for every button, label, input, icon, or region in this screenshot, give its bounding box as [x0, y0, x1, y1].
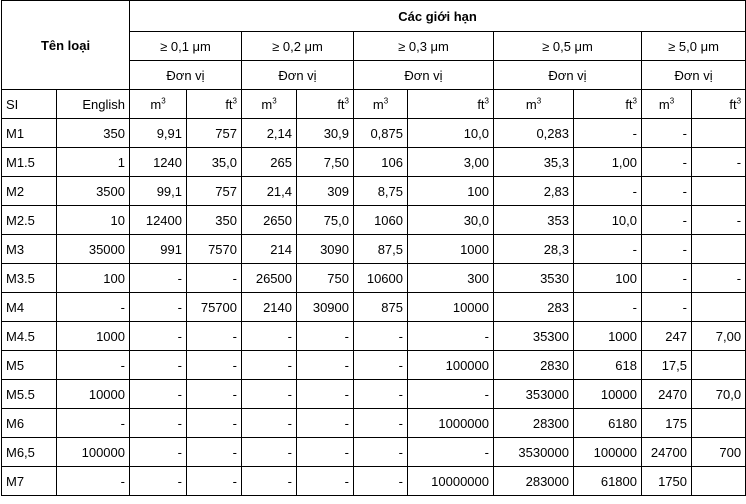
limit-value: - — [574, 119, 642, 148]
class-english: 1000 — [57, 322, 130, 351]
limit-value: 30,9 — [297, 119, 354, 148]
limit-value: - — [354, 409, 408, 438]
unit-exponent: 3 — [536, 96, 542, 106]
limit-value: - — [642, 177, 692, 206]
limit-value: - — [130, 322, 187, 351]
table-row — [2, 293, 746, 322]
limit-value: 1060 — [354, 206, 408, 235]
limit-value: 1000 — [408, 235, 494, 264]
class-si: M5.5 — [2, 380, 57, 409]
limit-value: 757 — [187, 177, 242, 206]
table-row — [2, 409, 746, 438]
header-unit: Đơn vị — [494, 61, 642, 90]
limit-value: 2,14 — [242, 119, 297, 148]
limit-value: 700 — [692, 438, 746, 467]
limit-value: 2140 — [242, 293, 297, 322]
limit-value: 2,83 — [494, 177, 574, 206]
class-english: 350 — [57, 119, 130, 148]
limit-value: - — [692, 148, 746, 177]
limit-value: - — [130, 293, 187, 322]
limit-value: 35300 — [494, 322, 574, 351]
header-range-0-5: ≥ 0,5 μm — [494, 32, 642, 61]
table-body — [2, 119, 746, 496]
unit-exponent: 3 — [383, 96, 389, 106]
limit-value: 1,00 — [574, 148, 642, 177]
limit-value: - — [130, 438, 187, 467]
limit-value: - — [242, 322, 297, 351]
limit-value: 0,875 — [354, 119, 408, 148]
limit-value: 3090 — [297, 235, 354, 264]
unit-base: m — [261, 96, 273, 112]
limit-value: 757 — [187, 119, 242, 148]
limit-value: 100000 — [408, 351, 494, 380]
class-si: M5 — [2, 351, 57, 380]
unit-ft3 — [297, 90, 354, 119]
limit-value: 26500 — [242, 264, 297, 293]
class-english: 3500 — [57, 177, 130, 206]
limit-value: 12400 — [130, 206, 187, 235]
limit-value: 28300 — [494, 409, 574, 438]
class-english: 10000 — [57, 380, 130, 409]
limit-value: - — [354, 322, 408, 351]
limit-value: - — [297, 438, 354, 467]
limit-value: 75,0 — [297, 206, 354, 235]
limit-value: 7,00 — [692, 322, 746, 351]
header-english: English — [57, 90, 130, 119]
limit-value: - — [574, 235, 642, 264]
limit-value: - — [187, 264, 242, 293]
unit-ft3 — [187, 90, 242, 119]
header-range-0-1: ≥ 0,1 μm — [130, 32, 242, 61]
limit-value: - — [642, 206, 692, 235]
unit-m3 — [354, 90, 408, 119]
unit-base: m — [150, 96, 162, 112]
unit-m3 — [642, 90, 692, 119]
limit-value: 3530 — [494, 264, 574, 293]
table-row — [2, 438, 746, 467]
limit-value: - — [130, 409, 187, 438]
class-si: M6 — [2, 409, 57, 438]
table-row — [2, 380, 746, 409]
limit-value: - — [130, 467, 187, 496]
unit-exponent: 3 — [736, 96, 742, 106]
limit-value: 61800 — [574, 467, 642, 496]
limit-value: - — [297, 409, 354, 438]
limit-value: 7,50 — [297, 148, 354, 177]
unit-base: ft — [625, 96, 633, 112]
limit-value: 10600 — [354, 264, 408, 293]
limit-value: 214 — [242, 235, 297, 264]
table-row — [2, 206, 746, 235]
limit-value: 100 — [408, 177, 494, 206]
limit-value: 283000 — [494, 467, 574, 496]
limit-value: 750 — [297, 264, 354, 293]
limit-value: 991 — [130, 235, 187, 264]
unit-base: ft — [337, 96, 345, 112]
class-si: M3 — [2, 235, 57, 264]
limit-value: - — [187, 438, 242, 467]
limit-value: 100000 — [574, 438, 642, 467]
header-si: SI — [2, 90, 57, 119]
class-english: 100000 — [57, 438, 130, 467]
class-english: 1 — [57, 148, 130, 177]
table-row — [2, 148, 746, 177]
unit-base: m — [372, 96, 384, 112]
limit-value: 6180 — [574, 409, 642, 438]
limit-value: 99,1 — [130, 177, 187, 206]
limit-value: - — [242, 438, 297, 467]
limit-value: 3530000 — [494, 438, 574, 467]
limit-value: - — [242, 409, 297, 438]
unit-base: ft — [729, 96, 737, 112]
limit-value: 350 — [187, 206, 242, 235]
unit-exponent: 3 — [669, 96, 675, 106]
limit-value: - — [642, 264, 692, 293]
unit-base: m — [525, 96, 537, 112]
limit-value: 7570 — [187, 235, 242, 264]
unit-exponent: 3 — [344, 96, 349, 106]
limit-value: - — [642, 235, 692, 264]
class-si: M4 — [2, 293, 57, 322]
header-unit: Đơn vị — [642, 61, 746, 90]
limit-value: 35,0 — [187, 148, 242, 177]
limit-value: - — [692, 206, 746, 235]
header-unit: Đơn vị — [354, 61, 494, 90]
class-si: M1.5 — [2, 148, 57, 177]
limit-value: - — [130, 351, 187, 380]
limit-value: 618 — [574, 351, 642, 380]
unit-exponent: 3 — [232, 96, 237, 106]
unit-m3 — [242, 90, 297, 119]
limit-value: 2470 — [642, 380, 692, 409]
limit-value: - — [354, 380, 408, 409]
limit-value: 24700 — [642, 438, 692, 467]
limit-value: 875 — [354, 293, 408, 322]
cleanroom-class-table — [1, 0, 746, 496]
limit-value — [692, 177, 746, 206]
unit-m3 — [494, 90, 574, 119]
unit-ft3 — [692, 90, 746, 119]
table-row — [2, 177, 746, 206]
limit-value — [692, 119, 746, 148]
unit-exponent: 3 — [484, 96, 489, 106]
limit-value: 30900 — [297, 293, 354, 322]
unit-exponent: 3 — [272, 96, 277, 106]
unit-exponent: 3 — [632, 96, 637, 106]
limit-value: 2830 — [494, 351, 574, 380]
class-si: M6,5 — [2, 438, 57, 467]
limit-value: 175 — [642, 409, 692, 438]
limit-value: 8,75 — [354, 177, 408, 206]
unit-ft3 — [408, 90, 494, 119]
limit-value: 9,91 — [130, 119, 187, 148]
limit-value: 265 — [242, 148, 297, 177]
limit-value: - — [642, 119, 692, 148]
limit-value — [692, 293, 746, 322]
unit-base: ft — [225, 96, 233, 112]
limit-value: 10000000 — [408, 467, 494, 496]
class-english: - — [57, 293, 130, 322]
limit-value — [692, 409, 746, 438]
table-row — [2, 467, 746, 496]
limit-value: 300 — [408, 264, 494, 293]
table-row — [2, 119, 746, 148]
limit-value: 10,0 — [408, 119, 494, 148]
limit-value: - — [574, 177, 642, 206]
limit-value: 247 — [642, 322, 692, 351]
class-english: 100 — [57, 264, 130, 293]
class-si: M3.5 — [2, 264, 57, 293]
class-si: M1 — [2, 119, 57, 148]
header-unit: Đơn vị — [130, 61, 242, 90]
header-range-5-0: ≥ 5,0 μm — [642, 32, 746, 61]
limit-value: 353000 — [494, 380, 574, 409]
limit-value: 30,0 — [408, 206, 494, 235]
unit-base: ft — [477, 96, 485, 112]
limit-value: - — [297, 322, 354, 351]
limit-value: - — [408, 438, 494, 467]
class-english: - — [57, 351, 130, 380]
limit-value: - — [642, 148, 692, 177]
limit-value: 28,3 — [494, 235, 574, 264]
limit-value: 1000000 — [408, 409, 494, 438]
unit-ft3 — [574, 90, 642, 119]
limit-value: 35,3 — [494, 148, 574, 177]
class-si: M7 — [2, 467, 57, 496]
limit-value: 1240 — [130, 148, 187, 177]
limit-value: 75700 — [187, 293, 242, 322]
limit-value: - — [692, 264, 746, 293]
limit-value — [692, 351, 746, 380]
limit-value: 2650 — [242, 206, 297, 235]
unit-exponent: 3 — [161, 96, 166, 106]
limit-value: 10000 — [574, 380, 642, 409]
limit-value: - — [242, 467, 297, 496]
limit-value: - — [408, 322, 494, 351]
limit-value: - — [354, 438, 408, 467]
unit-m3 — [130, 90, 187, 119]
limit-value — [692, 467, 746, 496]
limit-value: 70,0 — [692, 380, 746, 409]
limit-value — [692, 235, 746, 264]
class-si: M2.5 — [2, 206, 57, 235]
table-row — [2, 351, 746, 380]
limit-value: - — [242, 351, 297, 380]
class-english: 10 — [57, 206, 130, 235]
limit-value: - — [354, 467, 408, 496]
limit-value: 0,283 — [494, 119, 574, 148]
limit-value: 1750 — [642, 467, 692, 496]
limit-value: 353 — [494, 206, 574, 235]
limit-value: - — [187, 322, 242, 351]
limit-value: 17,5 — [642, 351, 692, 380]
limit-value: 1000 — [574, 322, 642, 351]
header-range-0-3: ≥ 0,3 μm — [354, 32, 494, 61]
limit-value: 106 — [354, 148, 408, 177]
limit-value: 21,4 — [242, 177, 297, 206]
limit-value: - — [297, 351, 354, 380]
limit-value: - — [187, 351, 242, 380]
limit-value: - — [242, 380, 297, 409]
header-range-0-2: ≥ 0,2 μm — [242, 32, 354, 61]
header-name-type: Tên loại — [2, 1, 130, 90]
limit-value: 3,00 — [408, 148, 494, 177]
class-si: M2 — [2, 177, 57, 206]
unit-base: m — [658, 96, 670, 112]
class-english: - — [57, 467, 130, 496]
limit-value: - — [187, 409, 242, 438]
limit-value: - — [354, 351, 408, 380]
limit-value: - — [642, 293, 692, 322]
class-si: M4.5 — [2, 322, 57, 351]
limit-value: 87,5 — [354, 235, 408, 264]
header-unit: Đơn vị — [242, 61, 354, 90]
table-row — [2, 235, 746, 264]
limit-value: - — [297, 467, 354, 496]
class-english: - — [57, 409, 130, 438]
limit-value: - — [130, 380, 187, 409]
limit-value: - — [408, 380, 494, 409]
limit-value: 309 — [297, 177, 354, 206]
limit-value: - — [574, 293, 642, 322]
limit-value: - — [130, 264, 187, 293]
limit-value: - — [297, 380, 354, 409]
limit-value: 100 — [574, 264, 642, 293]
limit-value: 10000 — [408, 293, 494, 322]
limit-value: - — [187, 467, 242, 496]
limit-value: 283 — [494, 293, 574, 322]
header-limits: Các giới hạn — [130, 1, 746, 32]
limit-value: - — [187, 380, 242, 409]
limit-value: 10,0 — [574, 206, 642, 235]
table-row — [2, 264, 746, 293]
table-row — [2, 322, 746, 351]
class-english: 35000 — [57, 235, 130, 264]
